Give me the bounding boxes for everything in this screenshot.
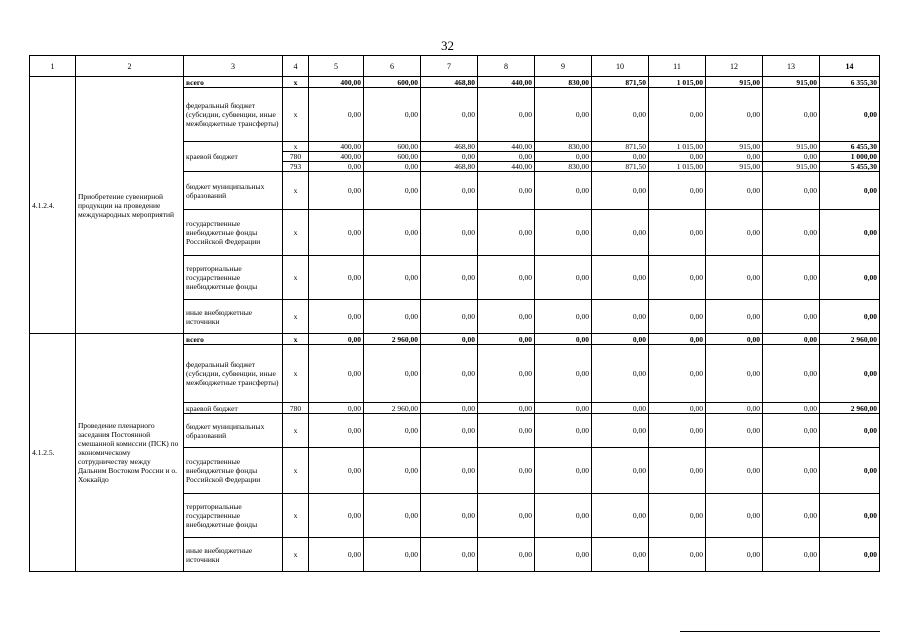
value-cell: 0,00 <box>649 403 706 414</box>
value-cell: 0,00 <box>309 88 364 142</box>
value-cell: 0,00 <box>421 538 478 572</box>
source-cell: иные внебюджетные источники <box>184 300 283 334</box>
code-mark-cell: х <box>283 345 309 403</box>
total-cell: 6 455,30 <box>820 142 880 152</box>
item-name: Проведение пленарного заседания Постоянной смешанной комиссии (ПСК) по экономическому сотрудничеству между Дальним Востоком России и о. Хоккайдо <box>76 334 184 572</box>
header-cell: 5 <box>309 56 364 77</box>
value-cell: 0,00 <box>535 152 592 162</box>
value-cell: 0,00 <box>763 300 820 334</box>
value-cell: 0,00 <box>535 345 592 403</box>
value-cell: 915,00 <box>706 142 763 152</box>
code-mark-cell: х <box>283 172 309 210</box>
value-cell: 0,00 <box>535 414 592 448</box>
value-cell: 871,50 <box>592 142 649 152</box>
value-cell: 0,00 <box>763 494 820 538</box>
value-cell: 915,00 <box>706 77 763 88</box>
value-cell: 0,00 <box>364 448 421 494</box>
value-cell: 0,00 <box>421 152 478 162</box>
value-cell: 0,00 <box>592 210 649 256</box>
table-row <box>30 77 880 88</box>
header-cell: 13 <box>763 56 820 77</box>
total-cell: 0,00 <box>820 256 880 300</box>
value-cell: 600,00 <box>364 142 421 152</box>
value-cell: 0,00 <box>763 538 820 572</box>
value-cell: 0,00 <box>706 172 763 210</box>
value-cell: 0,00 <box>706 414 763 448</box>
value-cell: 0,00 <box>706 210 763 256</box>
value-cell: 0,00 <box>763 414 820 448</box>
source-cell: краевой бюджет <box>184 142 283 172</box>
header-cell: 1 <box>30 56 76 77</box>
value-cell: 1 015,00 <box>649 77 706 88</box>
value-cell: 0,00 <box>478 403 535 414</box>
value-cell: 0,00 <box>592 414 649 448</box>
value-cell: 0,00 <box>649 210 706 256</box>
value-cell: 2 960,00 <box>364 334 421 345</box>
value-cell: 0,00 <box>309 414 364 448</box>
value-cell: 0,00 <box>478 300 535 334</box>
code-mark-cell: х <box>283 256 309 300</box>
value-cell: 915,00 <box>763 142 820 152</box>
total-cell: 0,00 <box>820 300 880 334</box>
total-cell: 2 960,00 <box>820 334 880 345</box>
value-cell: 0,00 <box>364 172 421 210</box>
total-cell: 0,00 <box>820 345 880 403</box>
value-cell: 0,00 <box>706 256 763 300</box>
value-cell: 0,00 <box>592 448 649 494</box>
value-cell: 0,00 <box>706 334 763 345</box>
value-cell: 0,00 <box>763 448 820 494</box>
code-mark-cell: х <box>283 448 309 494</box>
header-cell: 8 <box>478 56 535 77</box>
value-cell: 0,00 <box>535 88 592 142</box>
table-row <box>30 334 880 345</box>
source-cell: территориальные государственные внебюджетные фонды <box>184 494 283 538</box>
value-cell: 0,00 <box>364 414 421 448</box>
total-cell: 0,00 <box>820 210 880 256</box>
value-cell: 0,00 <box>535 538 592 572</box>
value-cell: 0,00 <box>364 300 421 334</box>
value-cell: 0,00 <box>478 172 535 210</box>
value-cell: 0,00 <box>592 345 649 403</box>
total-cell: 0,00 <box>820 172 880 210</box>
value-cell: 0,00 <box>706 538 763 572</box>
value-cell: 0,00 <box>535 300 592 334</box>
value-cell: 0,00 <box>478 448 535 494</box>
header-cell: 7 <box>421 56 478 77</box>
value-cell: 0,00 <box>364 210 421 256</box>
value-cell: 0,00 <box>421 334 478 345</box>
total-cell: 0,00 <box>820 448 880 494</box>
value-cell: 0,00 <box>309 256 364 300</box>
value-cell: 2 960,00 <box>364 403 421 414</box>
value-cell: 0,00 <box>763 345 820 403</box>
value-cell: 0,00 <box>706 403 763 414</box>
page-number: 32 <box>441 38 454 53</box>
header-cell: 2 <box>76 56 184 77</box>
value-cell: 400,00 <box>309 77 364 88</box>
code-mark-cell: х <box>283 142 309 152</box>
value-cell: 0,00 <box>592 256 649 300</box>
value-cell: 0,00 <box>478 256 535 300</box>
total-cell: 1 000,00 <box>820 152 880 162</box>
value-cell: 0,00 <box>478 210 535 256</box>
total-cell: 0,00 <box>820 538 880 572</box>
value-cell: 0,00 <box>592 538 649 572</box>
value-cell: 1 015,00 <box>649 142 706 152</box>
value-cell: 0,00 <box>649 256 706 300</box>
header-cell: 9 <box>535 56 592 77</box>
code-mark-cell: х <box>283 77 309 88</box>
value-cell: 0,00 <box>592 403 649 414</box>
value-cell: 0,00 <box>478 334 535 345</box>
source-cell: всего <box>184 77 283 88</box>
value-cell: 830,00 <box>535 162 592 172</box>
value-cell: 0,00 <box>592 152 649 162</box>
header-cell: 10 <box>592 56 649 77</box>
header-cell: 11 <box>649 56 706 77</box>
value-cell: 0,00 <box>649 538 706 572</box>
value-cell: 0,00 <box>535 256 592 300</box>
budget-table <box>29 55 880 572</box>
value-cell: 468,80 <box>421 162 478 172</box>
value-cell: 0,00 <box>421 172 478 210</box>
value-cell: 0,00 <box>763 172 820 210</box>
value-cell: 0,00 <box>649 414 706 448</box>
total-cell: 0,00 <box>820 88 880 142</box>
source-cell: государственные внебюджетные фонды Российской Федерации <box>184 448 283 494</box>
value-cell: 0,00 <box>364 162 421 172</box>
code-mark-cell: х <box>283 300 309 334</box>
value-cell: 0,00 <box>309 448 364 494</box>
value-cell: 0,00 <box>649 334 706 345</box>
value-cell: 0,00 <box>309 538 364 572</box>
code-mark-cell: 793 <box>283 162 309 172</box>
value-cell: 400,00 <box>309 152 364 162</box>
value-cell: 0,00 <box>421 403 478 414</box>
total-cell: 2 960,00 <box>820 403 880 414</box>
value-cell: 0,00 <box>763 334 820 345</box>
value-cell: 0,00 <box>421 256 478 300</box>
value-cell: 871,50 <box>592 162 649 172</box>
value-cell: 468,80 <box>421 77 478 88</box>
table-body <box>30 56 880 572</box>
value-cell: 0,00 <box>535 334 592 345</box>
value-cell: 0,00 <box>421 494 478 538</box>
value-cell: 0,00 <box>478 345 535 403</box>
value-cell: 0,00 <box>649 152 706 162</box>
source-cell: краевой бюджет <box>184 403 283 414</box>
value-cell: 440,00 <box>478 142 535 152</box>
total-cell: 0,00 <box>820 414 880 448</box>
header-cell: 12 <box>706 56 763 77</box>
value-cell: 1 015,00 <box>649 162 706 172</box>
code-mark-cell: х <box>283 88 309 142</box>
value-cell: 0,00 <box>592 300 649 334</box>
value-cell: 0,00 <box>309 403 364 414</box>
value-cell: 400,00 <box>309 142 364 152</box>
value-cell: 0,00 <box>649 88 706 142</box>
value-cell: 830,00 <box>535 77 592 88</box>
code-mark-cell: 780 <box>283 403 309 414</box>
value-cell: 915,00 <box>763 162 820 172</box>
value-cell: 0,00 <box>364 494 421 538</box>
total-cell: 0,00 <box>820 494 880 538</box>
value-cell: 0,00 <box>592 88 649 142</box>
value-cell: 0,00 <box>592 172 649 210</box>
value-cell: 0,00 <box>649 448 706 494</box>
value-cell: 0,00 <box>364 88 421 142</box>
header-row <box>30 56 880 77</box>
value-cell: 0,00 <box>763 210 820 256</box>
value-cell: 871,50 <box>592 77 649 88</box>
value-cell: 0,00 <box>364 345 421 403</box>
item-code: 4.1.2.4. <box>30 77 76 334</box>
source-cell: бюджет муниципальных образований <box>184 172 283 210</box>
value-cell: 0,00 <box>478 538 535 572</box>
value-cell: 0,00 <box>421 414 478 448</box>
source-cell: бюджет муниципальных образований <box>184 414 283 448</box>
value-cell: 0,00 <box>309 162 364 172</box>
value-cell: 0,00 <box>421 210 478 256</box>
value-cell: 0,00 <box>421 345 478 403</box>
value-cell: 0,00 <box>649 172 706 210</box>
value-cell: 0,00 <box>706 345 763 403</box>
value-cell: 0,00 <box>421 88 478 142</box>
value-cell: 0,00 <box>309 210 364 256</box>
value-cell: 600,00 <box>364 77 421 88</box>
value-cell: 468,80 <box>421 142 478 152</box>
code-mark-cell: х <box>283 494 309 538</box>
source-cell: федеральный бюджет (субсидии, субвенции, иные межбюджетные трансферты) <box>184 345 283 403</box>
value-cell: 0,00 <box>535 448 592 494</box>
footer-divider <box>680 631 880 632</box>
code-mark-cell: х <box>283 210 309 256</box>
value-cell: 0,00 <box>535 210 592 256</box>
value-cell: 0,00 <box>592 494 649 538</box>
value-cell: 0,00 <box>309 494 364 538</box>
value-cell: 0,00 <box>478 414 535 448</box>
value-cell: 915,00 <box>763 77 820 88</box>
value-cell: 0,00 <box>364 256 421 300</box>
value-cell: 0,00 <box>763 256 820 300</box>
value-cell: 0,00 <box>706 152 763 162</box>
value-cell: 0,00 <box>763 152 820 162</box>
code-mark-cell: х <box>283 414 309 448</box>
value-cell: 0,00 <box>364 538 421 572</box>
value-cell: 0,00 <box>478 88 535 142</box>
value-cell: 0,00 <box>309 300 364 334</box>
source-cell: всего <box>184 334 283 345</box>
value-cell: 0,00 <box>706 448 763 494</box>
value-cell: 0,00 <box>763 403 820 414</box>
value-cell: 0,00 <box>478 494 535 538</box>
item-code: 4.1.2.5. <box>30 334 76 572</box>
value-cell: 0,00 <box>649 494 706 538</box>
code-mark-cell: х <box>283 538 309 572</box>
value-cell: 0,00 <box>421 300 478 334</box>
header-cell: 14 <box>820 56 880 77</box>
code-mark-cell: х <box>283 334 309 345</box>
value-cell: 0,00 <box>309 172 364 210</box>
total-cell: 6 355,30 <box>820 77 880 88</box>
value-cell: 0,00 <box>421 448 478 494</box>
total-cell: 5 455,30 <box>820 162 880 172</box>
source-cell: территориальные государственные внебюджетные фонды <box>184 256 283 300</box>
value-cell: 600,00 <box>364 152 421 162</box>
value-cell: 0,00 <box>649 345 706 403</box>
value-cell: 0,00 <box>649 300 706 334</box>
value-cell: 440,00 <box>478 77 535 88</box>
value-cell: 0,00 <box>706 494 763 538</box>
value-cell: 0,00 <box>309 345 364 403</box>
value-cell: 0,00 <box>535 403 592 414</box>
value-cell: 0,00 <box>763 88 820 142</box>
source-cell: иные внебюджетные источники <box>184 538 283 572</box>
value-cell: 915,00 <box>706 162 763 172</box>
value-cell: 830,00 <box>535 142 592 152</box>
value-cell: 0,00 <box>592 334 649 345</box>
value-cell: 0,00 <box>706 88 763 142</box>
header-cell: 3 <box>184 56 283 77</box>
value-cell: 0,00 <box>309 334 364 345</box>
value-cell: 0,00 <box>535 494 592 538</box>
value-cell: 0,00 <box>478 152 535 162</box>
header-cell: 6 <box>364 56 421 77</box>
code-mark-cell: 780 <box>283 152 309 162</box>
item-name: Приобретение сувенирной продукции на проведение международных мероприятий <box>76 77 184 334</box>
source-cell: федеральный бюджет (субсидии, субвенции, иные межбюджетные трансферты) <box>184 88 283 142</box>
source-cell: государственные внебюджетные фонды Российской Федерации <box>184 210 283 256</box>
value-cell: 0,00 <box>706 300 763 334</box>
value-cell: 0,00 <box>535 172 592 210</box>
value-cell: 440,00 <box>478 162 535 172</box>
header-cell: 4 <box>283 56 309 77</box>
